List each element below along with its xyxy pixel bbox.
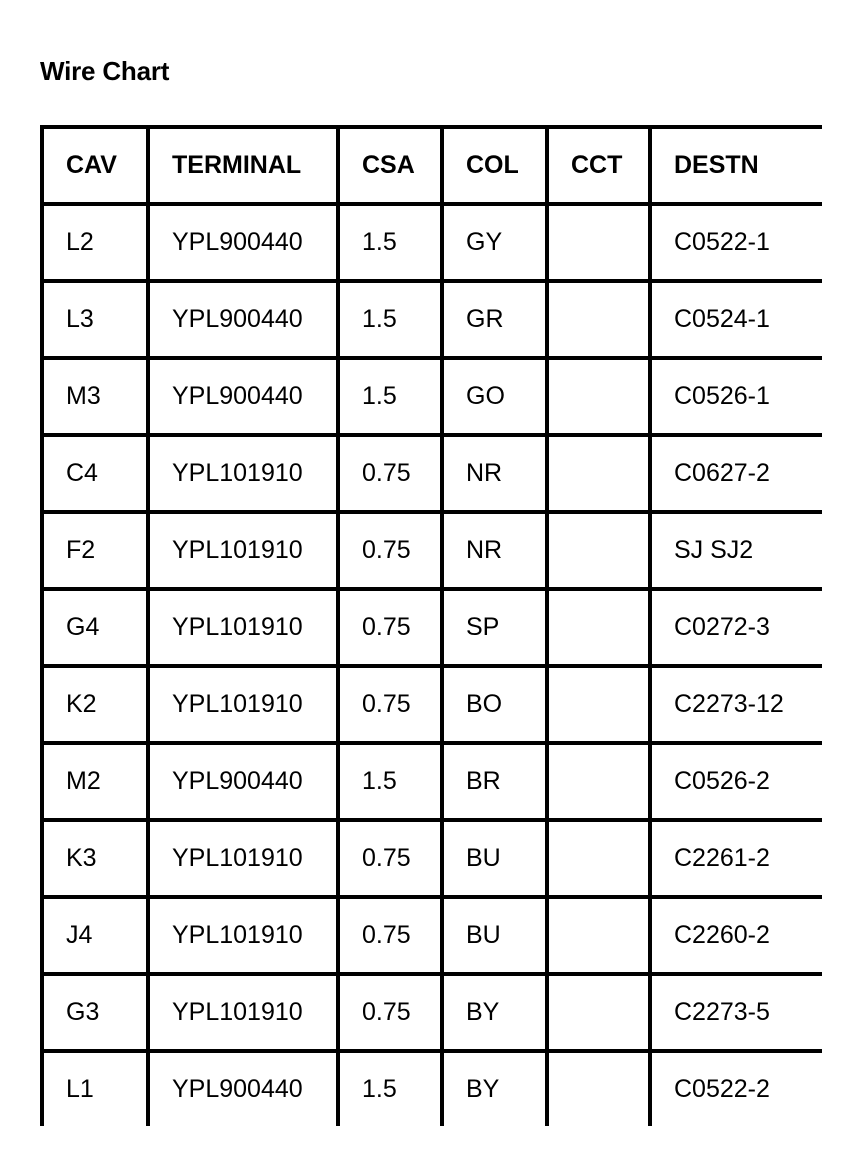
cell-cav: C4 <box>42 435 148 512</box>
cell-col: BO <box>442 666 547 743</box>
cell-terminal: YPL900440 <box>148 358 338 435</box>
column-header-destn: DESTN <box>650 127 822 204</box>
cell-terminal: YPL900440 <box>148 281 338 358</box>
cell-terminal: YPL101910 <box>148 897 338 974</box>
table-row <box>42 666 822 743</box>
cell-destn: C2273-12 <box>650 666 822 743</box>
cell-terminal: YPL101910 <box>148 974 338 1051</box>
table-row <box>42 743 822 820</box>
cell-csa: 1.5 <box>338 204 442 281</box>
cell-csa: 0.75 <box>338 512 442 589</box>
cell-cav: M2 <box>42 743 148 820</box>
table-row <box>42 281 822 358</box>
cell-csa: 0.75 <box>338 666 442 743</box>
cell-csa: 0.75 <box>338 435 442 512</box>
cell-destn: C2273-5 <box>650 974 822 1051</box>
cell-cct <box>547 974 650 1051</box>
cell-col: NR <box>442 512 547 589</box>
column-header-terminal: TERMINAL <box>148 127 338 204</box>
cell-destn: C0524-1 <box>650 281 822 358</box>
cell-destn: C0522-1 <box>650 204 822 281</box>
cell-destn: C0272-3 <box>650 589 822 666</box>
cell-cct <box>547 435 650 512</box>
cell-cav: L2 <box>42 204 148 281</box>
cell-cct <box>547 820 650 897</box>
cell-cav: M3 <box>42 358 148 435</box>
cell-col: NR <box>442 435 547 512</box>
cell-csa: 1.5 <box>338 281 442 358</box>
cell-cav: K2 <box>42 666 148 743</box>
cell-destn: C2260-2 <box>650 897 822 974</box>
cell-cav: G4 <box>42 589 148 666</box>
table-row <box>42 589 822 666</box>
cell-cct <box>547 589 650 666</box>
cell-col: BY <box>442 1051 547 1126</box>
column-header-csa: CSA <box>338 127 442 204</box>
cell-cav: L3 <box>42 281 148 358</box>
table-row <box>42 435 822 512</box>
cell-csa: 1.5 <box>338 358 442 435</box>
cell-cct <box>547 1051 650 1126</box>
cell-col: BY <box>442 974 547 1051</box>
cell-terminal: YPL101910 <box>148 435 338 512</box>
wire-chart-table <box>40 125 822 1126</box>
cell-csa: 0.75 <box>338 589 442 666</box>
cell-terminal: YPL101910 <box>148 820 338 897</box>
table-row <box>42 974 822 1051</box>
column-header-cav: CAV <box>42 127 148 204</box>
cell-cct <box>547 204 650 281</box>
cell-cav: G3 <box>42 974 148 1051</box>
table-row <box>42 897 822 974</box>
cell-col: GR <box>442 281 547 358</box>
cell-col: GY <box>442 204 547 281</box>
cell-csa: 0.75 <box>338 897 442 974</box>
cell-destn: C2261-2 <box>650 820 822 897</box>
cell-cav: L1 <box>42 1051 148 1126</box>
cell-col: SP <box>442 589 547 666</box>
cell-col: BU <box>442 820 547 897</box>
table-row <box>42 512 822 589</box>
cell-csa: 1.5 <box>338 1051 442 1126</box>
cell-cct <box>547 512 650 589</box>
cell-terminal: YPL900440 <box>148 743 338 820</box>
table-row <box>42 204 822 281</box>
cell-csa: 1.5 <box>338 743 442 820</box>
cell-terminal: YPL101910 <box>148 589 338 666</box>
cell-cav: F2 <box>42 512 148 589</box>
cell-cct <box>547 743 650 820</box>
wire-chart-table-container <box>40 125 822 1135</box>
cell-destn: SJ SJ2 <box>650 512 822 589</box>
table-row <box>42 358 822 435</box>
cell-terminal: YPL101910 <box>148 512 338 589</box>
cell-cav: K3 <box>42 820 148 897</box>
column-header-col: COL <box>442 127 547 204</box>
cell-terminal: YPL900440 <box>148 1051 338 1126</box>
table-row <box>42 1051 822 1126</box>
cell-cct <box>547 666 650 743</box>
cell-csa: 0.75 <box>338 974 442 1051</box>
cell-destn: C0526-2 <box>650 743 822 820</box>
cell-col: GO <box>442 358 547 435</box>
cell-csa: 0.75 <box>338 820 442 897</box>
table-row <box>42 820 822 897</box>
cell-col: BU <box>442 897 547 974</box>
cell-terminal: YPL101910 <box>148 666 338 743</box>
cell-col: BR <box>442 743 547 820</box>
cell-cct <box>547 358 650 435</box>
cell-destn: C0526-1 <box>650 358 822 435</box>
cell-destn: C0627-2 <box>650 435 822 512</box>
page-title: Wire Chart <box>40 56 170 86</box>
table-header-row <box>42 127 822 204</box>
column-header-cct: CCT <box>547 127 650 204</box>
cell-destn: C0522-2 <box>650 1051 822 1126</box>
cell-cct <box>547 281 650 358</box>
cell-cct <box>547 897 650 974</box>
cell-terminal: YPL900440 <box>148 204 338 281</box>
cell-cav: J4 <box>42 897 148 974</box>
